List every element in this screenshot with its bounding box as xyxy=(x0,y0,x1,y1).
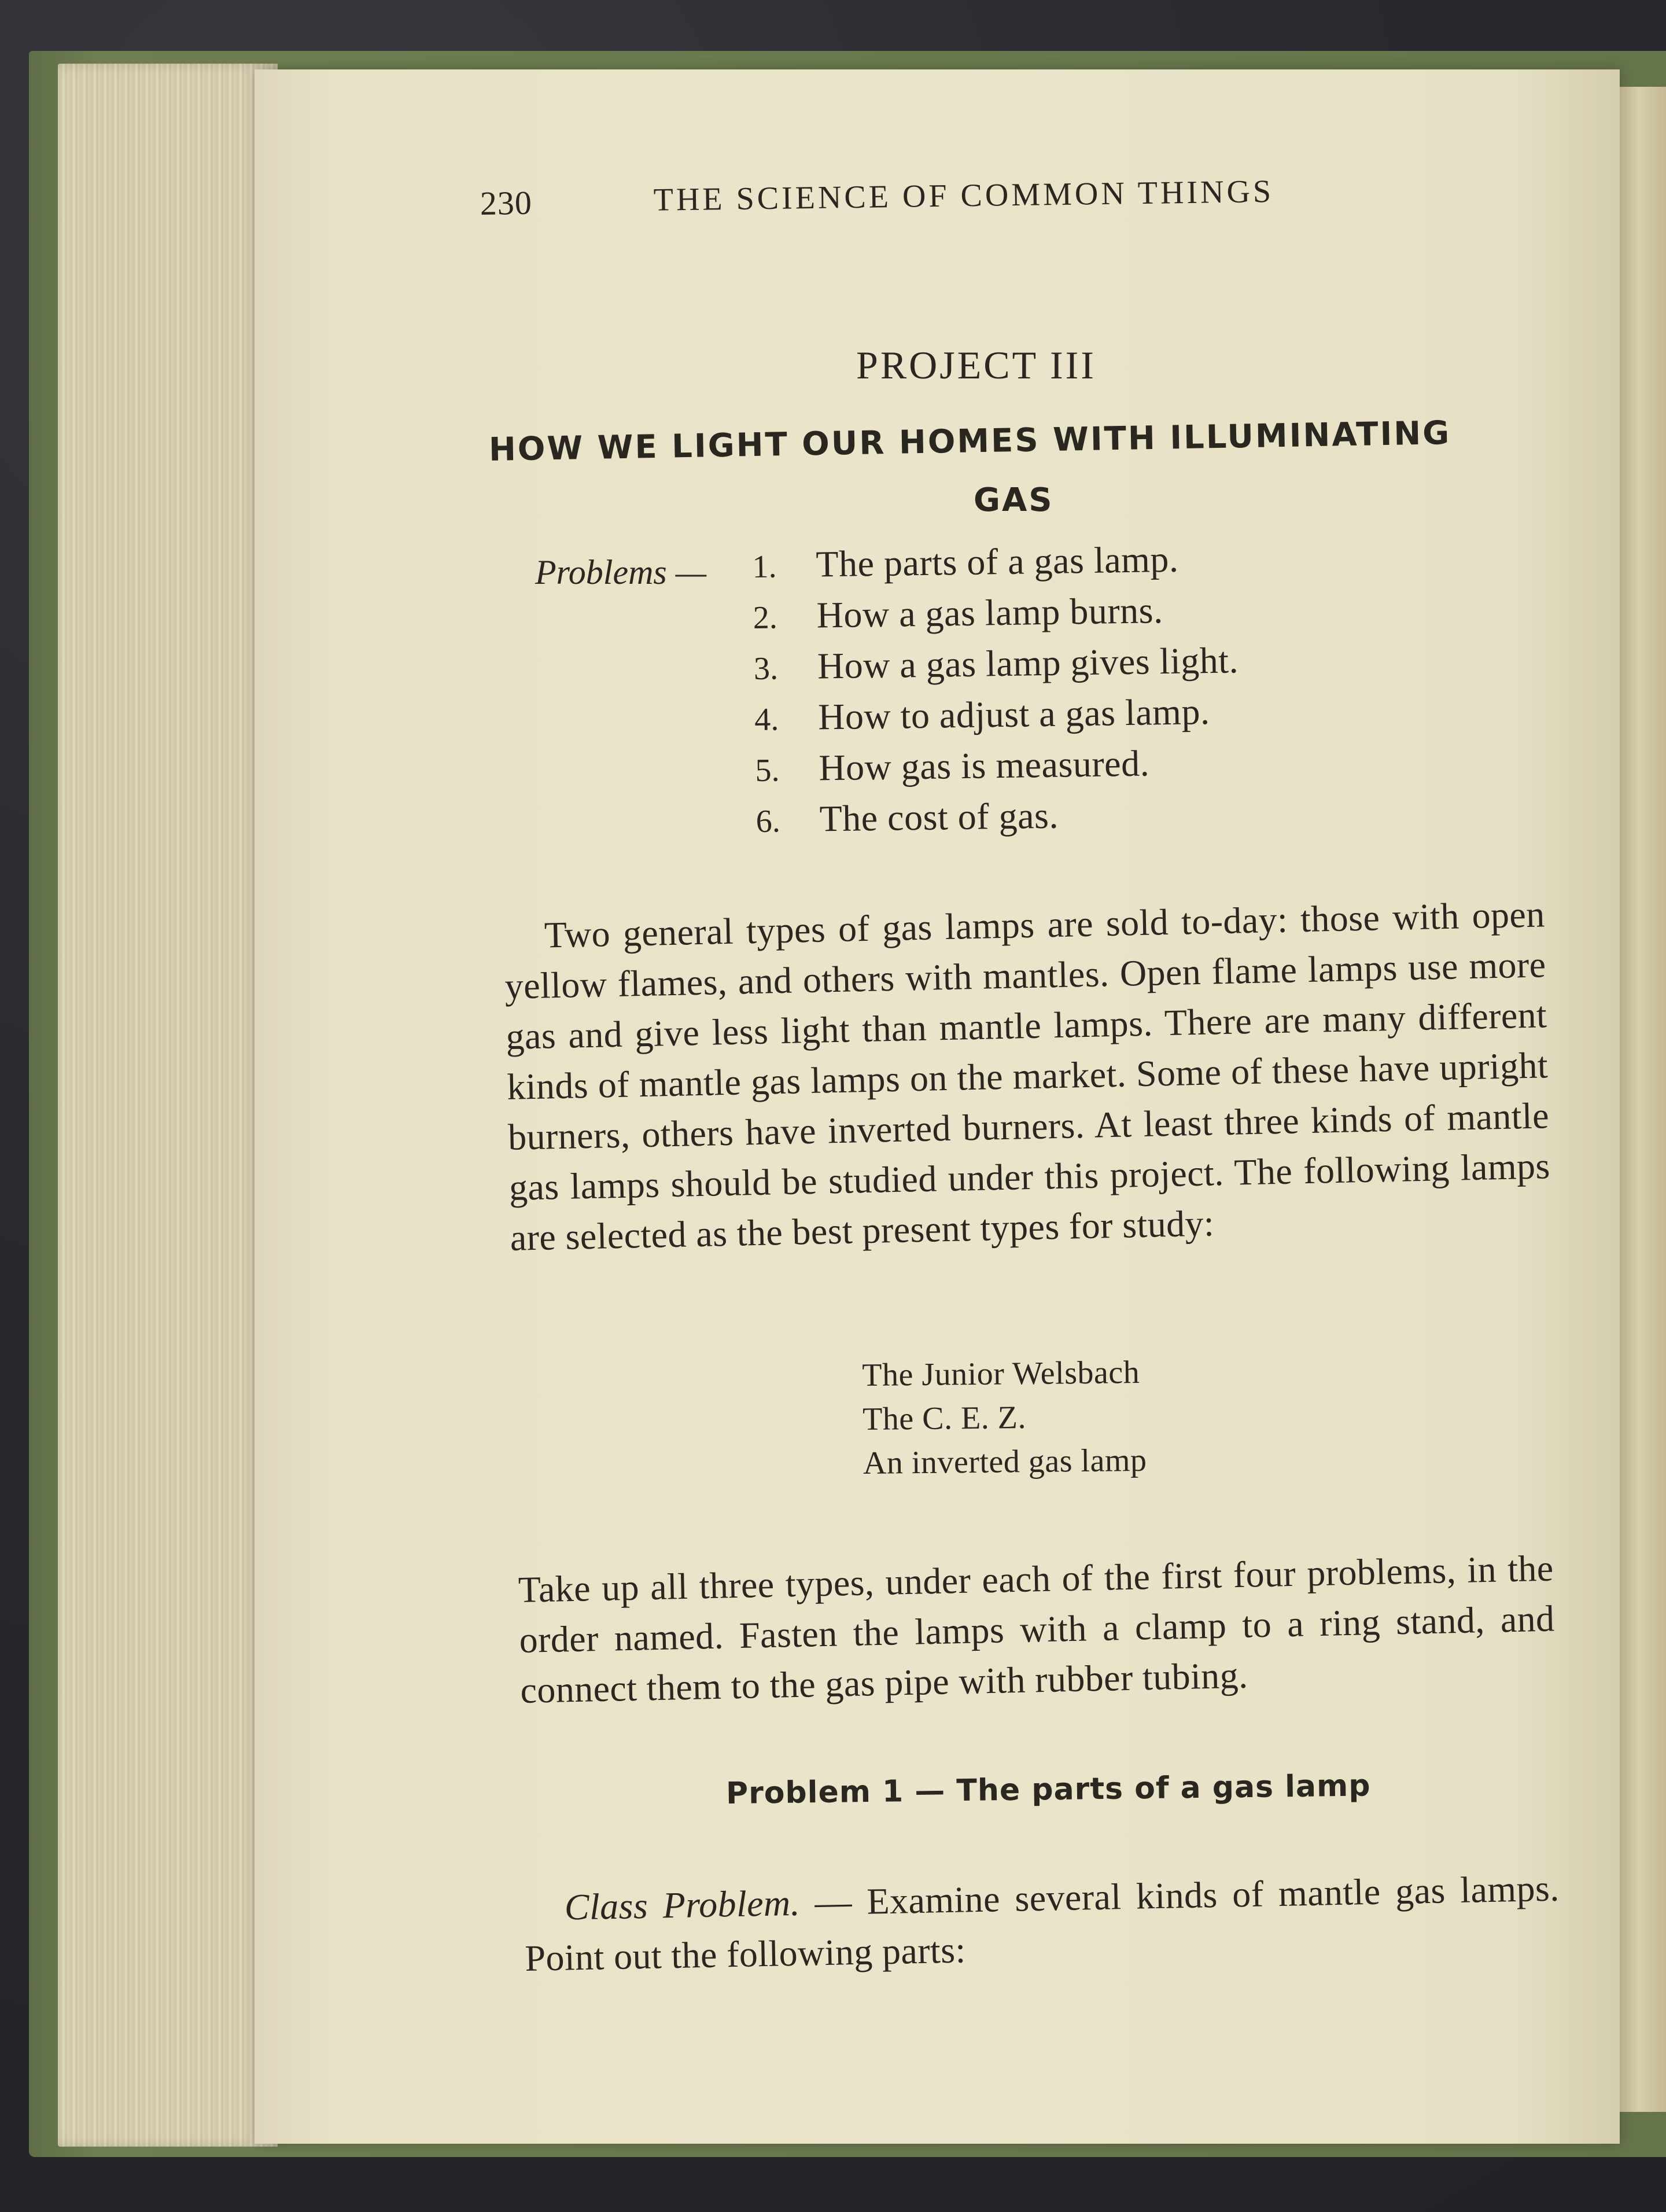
problem-number: 5. xyxy=(755,752,780,789)
problem-item xyxy=(755,738,1450,798)
problem-item xyxy=(753,585,1447,646)
problem-text: How to adjust a gas lamp. xyxy=(817,690,1210,738)
problem-number: 1. xyxy=(752,549,777,585)
problem-number: 2. xyxy=(753,599,778,636)
problems-label: Problems — xyxy=(535,553,707,591)
running-head xyxy=(480,171,1383,236)
problem-list xyxy=(752,534,1450,849)
lamp-item: An inverted gas lamp xyxy=(863,1442,1147,1481)
class-problem-lead: Class Problem. xyxy=(564,1882,801,1928)
problem-number: 3. xyxy=(753,650,779,687)
chapter-title-line-1: HOW WE LIGHT OUR HOMES WITH ILLUMINATING xyxy=(488,414,1451,469)
chapter-title-line-2: GAS xyxy=(974,481,1054,519)
section-heading: Problem 1 — The parts of a gas lamp xyxy=(725,1768,1371,1811)
problem-item xyxy=(752,534,1447,595)
class-problem-text: — Examine several kinds of mantle gas lamps. Point out the following parts: xyxy=(524,1867,1560,1979)
lamp-item: The C. E. Z. xyxy=(862,1400,1027,1437)
problem-text: How a gas lamp gives light. xyxy=(817,639,1239,687)
problem-text: How a gas lamp burns. xyxy=(816,590,1164,636)
lamp-item: The Junior Welsbach xyxy=(862,1354,1140,1393)
page-number: 230 xyxy=(480,183,533,222)
problem-text: How gas is measured. xyxy=(818,742,1150,789)
project-heading: PROJECT III xyxy=(856,343,1096,387)
problem-text: The parts of a gas lamp. xyxy=(816,538,1179,585)
lamp-list xyxy=(862,1354,1147,1489)
problem-number: 6. xyxy=(755,803,781,840)
problem-item xyxy=(754,687,1449,748)
paragraph-class-problem xyxy=(524,1863,1561,1983)
problem-text: The cost of gas. xyxy=(819,794,1059,840)
paragraph-lamp-types: Two general types of gas lamps are sold to-day: those with open yellow flames, and others with mantles. Open flame lamps use more gas and give less light than mantle lamps. There are many different kinds of mantle gas lamps on the market. Some of these have upright burners, others have inverted burners. At least three kinds of mantle gas lamps should be studied under this project. The following lamps are selected as the best present types for study: xyxy=(504,893,1551,1258)
paragraph-instructions: Take up all three types, under each of the first four problems, in the order named. Fasten the lamps with a clamp to a ring stand, and connect them to the gas pipe with rubber tubing. xyxy=(518,1547,1556,1711)
problem-item xyxy=(755,789,1450,849)
problem-number: 4. xyxy=(754,701,779,738)
running-title: THE SCIENCE OF COMMON THINGS xyxy=(653,173,1274,218)
problem-item xyxy=(753,636,1448,697)
